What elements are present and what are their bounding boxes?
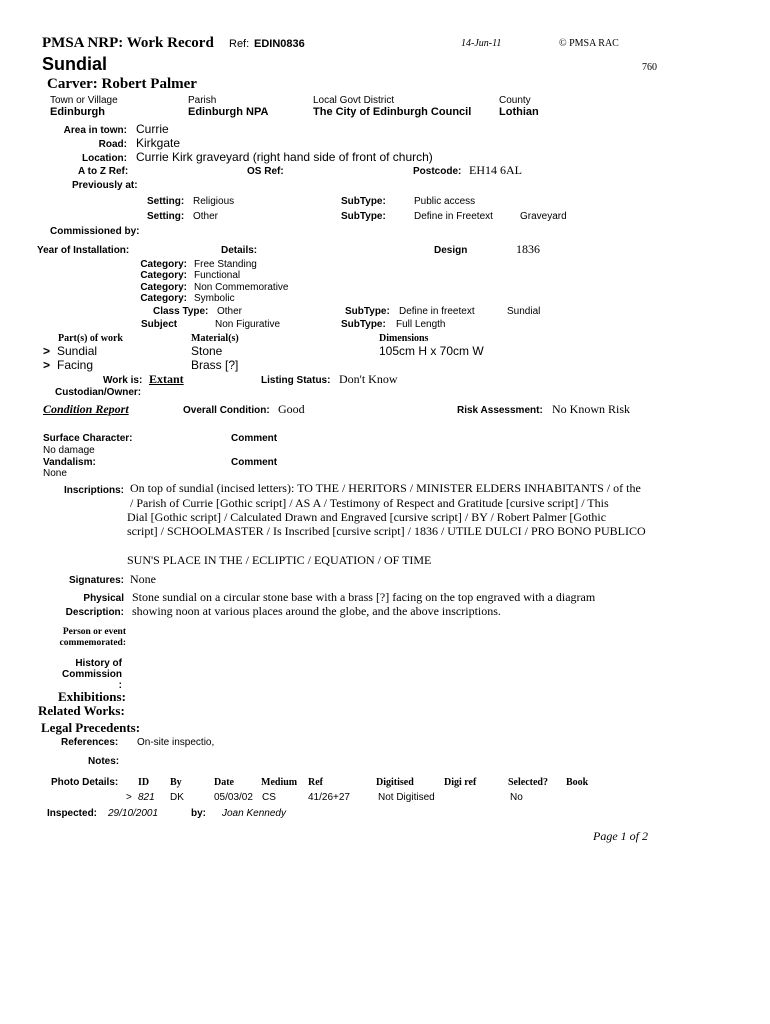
work-title: Sundial bbox=[42, 54, 108, 74]
photo-selected-header: Selected? bbox=[508, 777, 548, 788]
category-value: Functional bbox=[194, 270, 241, 281]
setting-label: Setting: bbox=[147, 211, 185, 222]
inscription-line: script] / SCHOOLMASTER / Is Inscribed [cursive script] / 1836 / UTILE DULCI / PRO BONO PUBLICO bbox=[127, 524, 646, 538]
town-value: Edinburgh bbox=[50, 106, 105, 118]
page-indicator: Page 1 of 2 bbox=[593, 829, 648, 843]
photo-date: 05/03/02 bbox=[214, 792, 253, 803]
postcode-value: EH14 6AL bbox=[469, 163, 522, 177]
inscription-line: / Parish of Currie [Gothic script] / AS A / Testimony of Respect and Gratitude [cursive script] / This bbox=[130, 496, 609, 510]
part-material: Brass [?] bbox=[191, 358, 239, 372]
photo-book-header: Book bbox=[566, 777, 589, 788]
town-label: Town or Village bbox=[50, 95, 118, 106]
signatures-label: Signatures: bbox=[68, 575, 124, 586]
listing-label: Listing Status: bbox=[261, 375, 331, 386]
class-type-value: Other bbox=[217, 306, 243, 317]
description-label: Description: bbox=[65, 607, 124, 618]
references-label: References: bbox=[61, 737, 119, 748]
location-label: Location: bbox=[82, 153, 127, 164]
person-label: Person or event bbox=[62, 627, 126, 637]
risk-value: No Known Risk bbox=[552, 402, 631, 416]
previously-label: Previously at: bbox=[72, 180, 138, 191]
setting-subtype-value: Public access bbox=[414, 196, 476, 207]
setting-extra: Graveyard bbox=[520, 211, 567, 222]
surface-value: No damage bbox=[43, 445, 95, 456]
part-material: Stone bbox=[191, 344, 223, 358]
inscriptions-label: Inscriptions: bbox=[63, 485, 124, 496]
row-marker: > bbox=[43, 358, 51, 372]
setting-subtype-value: Define in Freetext bbox=[414, 211, 493, 222]
photo-id-header: ID bbox=[138, 777, 150, 788]
photo-date-header: Date bbox=[214, 777, 234, 788]
district-label: Local Govt District bbox=[313, 95, 395, 106]
part-dimensions: 105cm H x 70cm W bbox=[379, 344, 484, 358]
dimensions-header: Dimensions bbox=[379, 333, 429, 344]
commissioned-label: Commissioned by: bbox=[50, 226, 140, 237]
road-value: Kirkgate bbox=[136, 136, 181, 150]
inscription-line: On top of sundial (incised letters): TO THE / HERITORS / MINISTER ELDERS INHABITANTS / of the bbox=[130, 481, 641, 495]
inspected-by-label: by: bbox=[191, 808, 206, 819]
inspected-date: 29/10/2001 bbox=[108, 808, 159, 819]
category-value: Non Commemorative bbox=[194, 282, 289, 293]
references-value: On-site inspectio, bbox=[137, 737, 215, 748]
part-name: Sundial bbox=[57, 344, 98, 358]
setting-subtype-label: SubType: bbox=[341, 211, 386, 222]
class-extra: Sundial bbox=[507, 306, 541, 317]
design-label: Design bbox=[434, 245, 468, 256]
parish-label: Parish bbox=[188, 95, 217, 106]
photo-medium-header: Medium bbox=[261, 777, 298, 788]
commission-label: Commission bbox=[61, 669, 122, 680]
condition-report-heading: Condition Report bbox=[43, 402, 129, 416]
history-label: History of bbox=[75, 658, 122, 669]
work-is-label: Work is: bbox=[103, 375, 143, 386]
signatures-value: None bbox=[130, 572, 156, 586]
ref-value: EDIN0836 bbox=[254, 38, 305, 50]
location-value: Currie Kirk graveyard (right hand side of front of church) bbox=[136, 150, 433, 164]
design-value: 1836 bbox=[516, 242, 540, 256]
year-label: Year of Installation: bbox=[37, 245, 130, 256]
part-name: Facing bbox=[57, 358, 94, 372]
category-label: Category: bbox=[140, 270, 187, 281]
inspected-label: Inspected: bbox=[47, 808, 98, 819]
photo-details-label: Photo Details: bbox=[51, 777, 119, 788]
subject-subtype-value: Full Length bbox=[396, 319, 446, 330]
road-label: Road: bbox=[98, 139, 127, 150]
setting-value: Other bbox=[193, 211, 219, 222]
category-value: Symbolic bbox=[194, 293, 235, 304]
print-date: 14-Jun-11 bbox=[461, 38, 502, 49]
category-label: Category: bbox=[140, 293, 187, 304]
postcode-label: Postcode: bbox=[413, 166, 462, 177]
photo-id: 821 bbox=[138, 792, 155, 803]
category-label: Category: bbox=[140, 282, 187, 293]
subject-label: Subject bbox=[141, 319, 178, 330]
category-label: Category: bbox=[140, 259, 187, 270]
photo-digitised: Not Digitised bbox=[378, 792, 435, 803]
county-label: County bbox=[499, 95, 531, 106]
photo-digitised-header: Digitised bbox=[376, 777, 414, 788]
vandalism-value: None bbox=[43, 468, 67, 479]
photo-medium: CS bbox=[262, 792, 276, 803]
setting-subtype-label: SubType: bbox=[341, 196, 386, 207]
surface-label: Surface Character: bbox=[43, 433, 133, 444]
atoz-label: A to Z Ref: bbox=[78, 166, 129, 177]
photo-row-marker: > bbox=[126, 792, 132, 803]
exhibitions-label: Exhibitions: bbox=[58, 689, 126, 704]
photo-by: DK bbox=[170, 792, 184, 803]
osref-label: OS Ref: bbox=[247, 166, 284, 177]
commemorated-label: commemorated: bbox=[59, 638, 126, 648]
overall-condition-label: Overall Condition: bbox=[183, 405, 270, 416]
details-label: Details: bbox=[221, 245, 258, 256]
category-value: Free Standing bbox=[194, 259, 257, 270]
class-subtype-value: Define in freetext bbox=[399, 306, 475, 317]
area-label: Area in town: bbox=[63, 125, 127, 136]
class-subtype-label: SubType: bbox=[345, 306, 390, 317]
ref-label: Ref: bbox=[229, 38, 250, 50]
setting-value: Religious bbox=[193, 196, 235, 207]
photo-by-header: By bbox=[170, 777, 182, 788]
physical-description-line: Stone sundial on a circular stone base with a brass [?] facing on the top engraved with a diagram bbox=[132, 590, 596, 604]
district-value: The City of Edinburgh Council bbox=[313, 106, 472, 118]
county-value: Lothian bbox=[499, 106, 539, 118]
photo-ref: 41/26+27 bbox=[308, 792, 350, 803]
carver: Carver: Robert Palmer bbox=[47, 76, 197, 92]
physical-label: Physical bbox=[83, 593, 124, 604]
physical-description-line: showing noon at various places around the globe, and the above inscriptions. bbox=[132, 604, 501, 618]
work-is-value: Extant bbox=[149, 372, 184, 386]
commission-colon: : bbox=[118, 680, 122, 691]
setting-label: Setting: bbox=[147, 196, 185, 207]
copyright: © PMSA RAC bbox=[559, 38, 619, 49]
subject-value: Non Figurative bbox=[215, 319, 281, 330]
overall-condition-value: Good bbox=[278, 402, 305, 416]
inscription-line: Dial [Gothic script] / Calculated Drawn and Engraved [cursive script] / BY / Robert Palmer [Gothic bbox=[127, 510, 607, 524]
related-works-label: Related Works: bbox=[38, 703, 125, 718]
document-title: PMSA NRP: Work Record bbox=[42, 35, 214, 51]
legal-precedents-label: Legal Precedents: bbox=[41, 720, 141, 735]
custodian-label: Custodian/Owner: bbox=[55, 387, 142, 398]
photo-ref-header: Ref bbox=[308, 777, 323, 788]
inscription-extra-line: SUN'S PLACE IN THE / ECLIPTIC / EQUATION / OF TIME bbox=[127, 553, 432, 567]
vandalism-comment-label: Comment bbox=[231, 457, 278, 468]
parish-value: Edinburgh NPA bbox=[188, 106, 269, 118]
notes-label: Notes: bbox=[88, 756, 120, 767]
materials-header: Material(s) bbox=[191, 333, 239, 344]
row-marker: > bbox=[43, 344, 51, 358]
risk-label: Risk Assessment: bbox=[457, 405, 543, 416]
class-type-label: Class Type: bbox=[153, 306, 209, 317]
photo-selected: No bbox=[510, 792, 523, 803]
photo-digiref-header: Digi ref bbox=[444, 777, 477, 788]
record-number: 760 bbox=[642, 62, 657, 73]
parts-header: Part(s) of work bbox=[58, 333, 123, 344]
subject-subtype-label: SubType: bbox=[341, 319, 386, 330]
vandalism-label: Vandalism: bbox=[43, 457, 96, 468]
surface-comment-label: Comment bbox=[231, 433, 278, 444]
area-value: Currie bbox=[136, 122, 169, 136]
inspected-by-value: Joan Kennedy bbox=[222, 808, 286, 819]
listing-value: Don't Know bbox=[339, 372, 398, 386]
